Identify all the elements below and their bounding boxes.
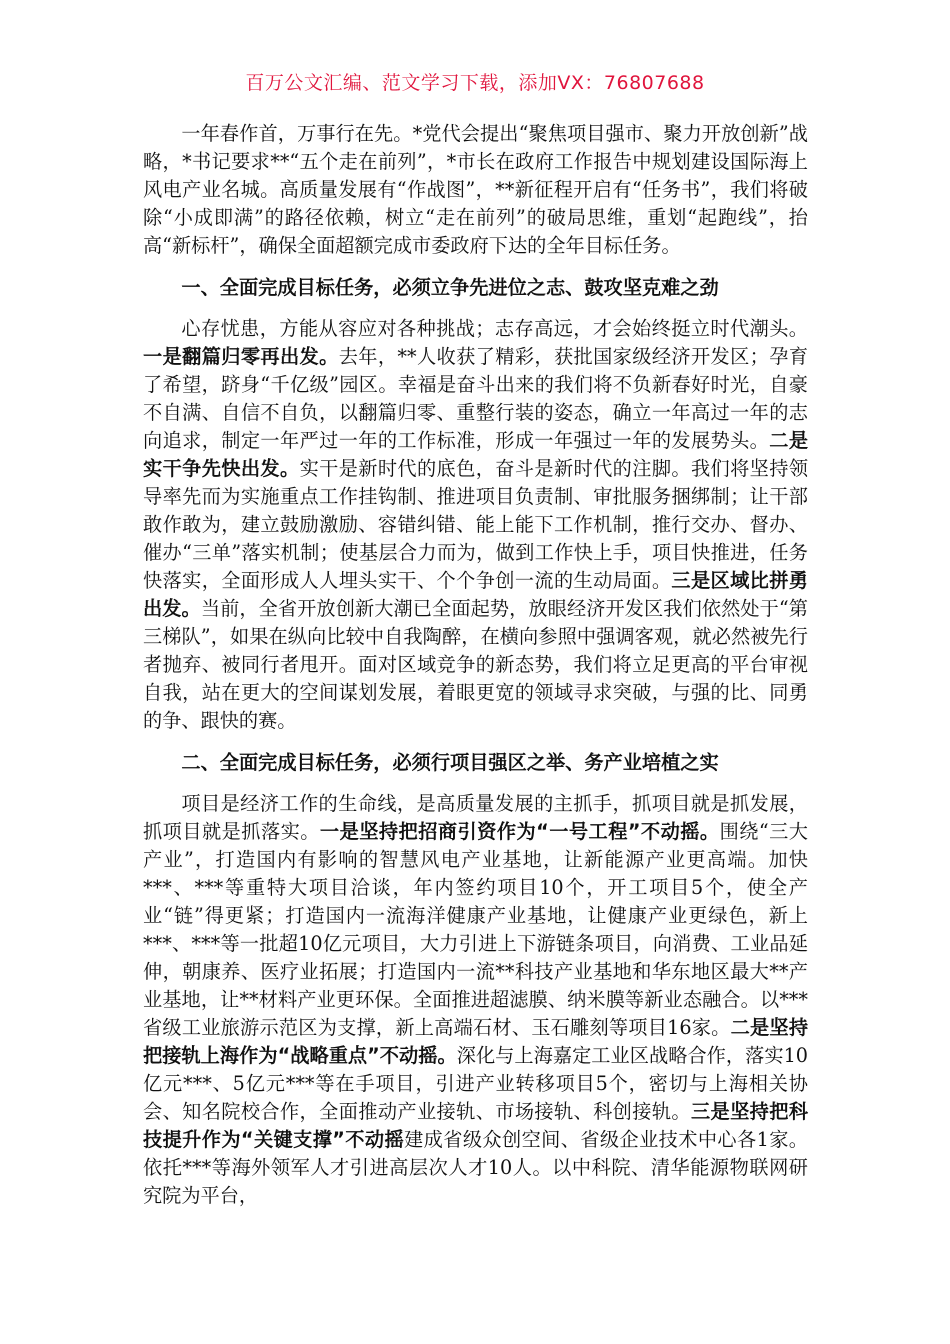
section-2-heading: 二、全面完成目标任务，必须行项目强区之举、务产业培植之实	[181, 751, 719, 774]
watermark-header: 百万公文汇编、范文学习下载，添加VX：76807688	[245, 72, 705, 94]
section-1-paragraph	[143, 315, 808, 735]
section-2-paragraph	[143, 790, 808, 1210]
bold-point-3: 三是坚持把科技提升作为“关键支撑”不动摇	[143, 1100, 809, 1151]
bold-point-1: 一是坚持把招商引资作为“一号工程”不动摇。	[319, 820, 720, 843]
bold-point-1: 一是翻篇归零再出发。	[143, 345, 339, 368]
bold-point-2: 二是坚持把接轨上海作为“战略重点”不动摇。	[143, 1016, 808, 1067]
document-body	[143, 120, 808, 1210]
text-run: 当前，全省开放创新大潮已全面起势，放眼经济开发区我们依然处于“第三梯队”，如果在纵向比较中自我陶醉，在横向参照中强调客观，就必然被先行者抛弃、被同行者甩开。面对区域竞争的新态势，我们将立足更高的平台审视自我，站在更大的空间谋划发展，着眼更宽的领域寻求突破，与强的比、同勇的争、跟快的赛。	[143, 597, 808, 732]
bold-point-2: 二是实干争先快出发。	[143, 429, 809, 480]
text-run: 建成省级众创空间、省级企业技术中心各1家。依托***等海外领军人才引进高层次人才10人。以中科院、清华能源物联网研究院为平台，	[143, 1128, 808, 1207]
bold-point-3: 三是区域比拼勇出发。	[143, 569, 808, 620]
text-run: 深化与上海嘉定工业区战略合作，落实10亿元***、5亿元***等在手项目，引进产业转移项目5个，密切与上海相关协会、知名院校合作，全面推动产业接轨、市场接轨、科创接轨。	[143, 1044, 808, 1123]
text-run: 去年，**人收获了精彩，获批国家级经济开发区；孕育了希望，跻身“千亿级”园区。幸福是奋斗出来的我们将不负新春好时光，自豪不自满、自信不自负，以翻篇归零、重整行装的姿态，确立一年高过一年的志向追求，制定一年严过一年的工作标准，形成一年强过一年的发展势头。	[143, 345, 809, 452]
text-run: 围绕“三大产业”，打造国内有影响的智慧风电产业基地，让新能源产业更高端。加快***、***等重特大项目洽谈，年内签约项目10个，开工项目5个，使全产业“链”得更紧；打造国内一流海洋健康产业基地，让健康产业更绿色，新上***、***等一批超10亿元项目，大力引进上下游链条项目，向消费、工业品延伸，朝康养、医疗业拓展；打造国内一流**科技产业基地和华东地区最大**产业基地，让**材料产业更环保。全面推进超滤膜、纳米膜等新业态融合。以***省级工业旅游示范区为支撑，新上高端石材、玉石雕刻等项目16家。	[143, 820, 808, 1039]
text-run: 实干是新时代的底色，奋斗是新时代的注脚。我们将坚持领导率先而为实施重点工作挂钩制、推进项目负责制、审批服务捆绑制；让干部敢作敢为，建立鼓励激励、容错纠错、能上能下工作机制，推行交办、督办、催办“三单”落实机制；使基层合力而为，做到工作快上手，项目快推进，任务快落实，全面形成人人埋头实干、个个争创一流的生动局面。	[143, 457, 809, 592]
text-run: 项目是经济工作的生命线，是高质量发展的主抓手，抓项目就是抓发展，抓项目就是抓落实。	[143, 792, 808, 843]
section-1-heading: 一、全面完成目标任务，必须立争先进位之志、鼓攻坚克难之劲	[181, 276, 719, 299]
intro-paragraph: 一年春作首，万事行在先。*党代会提出“聚焦项目强市、聚力开放创新”战略，*书记要求**“五个走在前列”，*市长在政府工作报告中规划建设国际海上风电产业名城。高质量发展有“作战图”，**新征程开启有“任务书”，我们将破除“小成即满”的路径依赖，树立“走在前列”的破局思维，重划“起跑线”，抬高“新标杆”，确保全面超额完成市委政府下达的全年目标任务。	[143, 122, 808, 257]
text-run: 心存忧患，方能从容应对各种挑战；志存高远，才会始终挺立时代潮头。	[181, 317, 808, 340]
